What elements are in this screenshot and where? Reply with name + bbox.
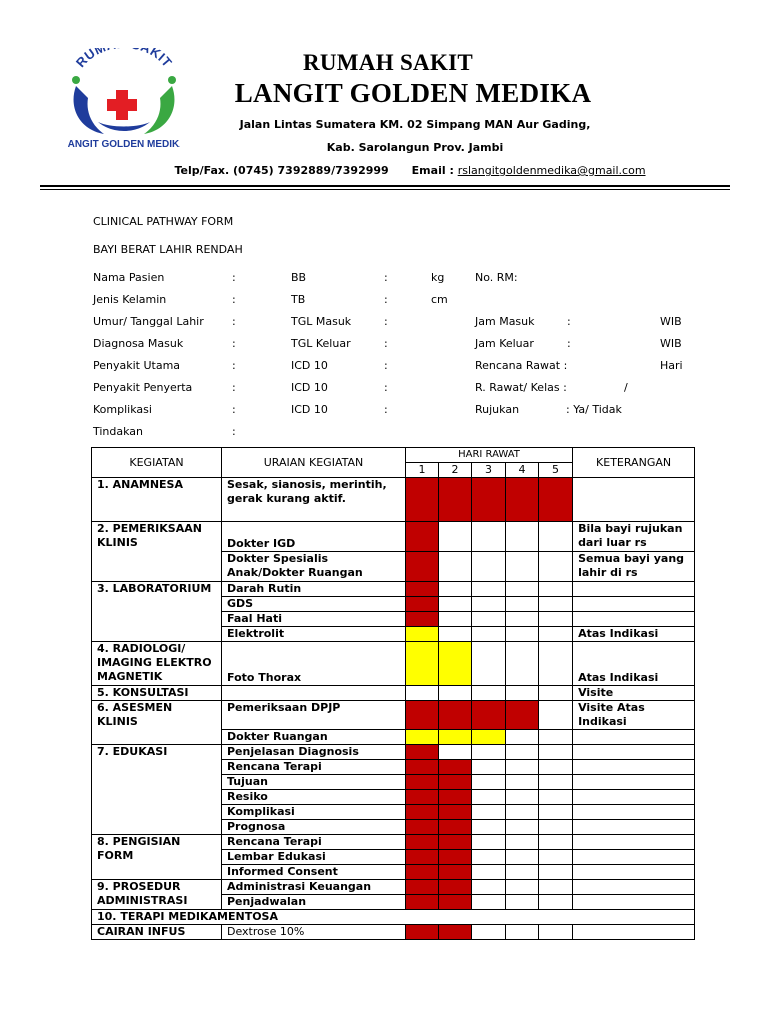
uraian-cell: GDS xyxy=(222,597,406,612)
day-cell xyxy=(506,790,539,805)
day-cell xyxy=(472,642,506,686)
day-cell xyxy=(539,730,573,745)
uraian-cell: Dokter Ruangan xyxy=(222,730,406,745)
label-nama-pasien: Nama Pasien xyxy=(93,271,165,284)
day-cell xyxy=(539,686,573,701)
table-row xyxy=(92,478,695,522)
section-prosedur-administrasi: 9. PROSEDUR ADMINISTRASI xyxy=(92,880,222,910)
keterangan-cell xyxy=(573,730,695,745)
label-tindakan: Tindakan xyxy=(93,425,144,438)
day-cell-red xyxy=(439,790,472,805)
day-cell xyxy=(539,835,573,850)
day-cell xyxy=(539,880,573,895)
day-cell xyxy=(506,612,539,627)
unit-wib: WIB xyxy=(660,315,682,328)
colon: : xyxy=(567,315,571,328)
address-line2: Kab. Sarolangun Prov. Jambi xyxy=(326,141,504,154)
table-row xyxy=(92,686,695,701)
day-cell xyxy=(472,865,506,880)
form-subtitle: BAYI BERAT LAHIR RENDAH xyxy=(93,243,243,256)
day-cell-red xyxy=(406,597,439,612)
keterangan-cell xyxy=(573,850,695,865)
day-cell-red xyxy=(439,760,472,775)
day-cell-red xyxy=(439,701,472,730)
section-pemeriksaan-klinis: 2. PEMERIKSAAN KLINIS xyxy=(92,522,222,582)
keterangan-cell xyxy=(573,582,695,597)
clinical-pathway-table xyxy=(91,447,695,940)
day-cell xyxy=(439,522,472,552)
label-diagnosa: Diagnosa Masuk xyxy=(93,337,184,350)
day-cell xyxy=(539,805,573,820)
label-tgl-masuk: TGL Masuk xyxy=(291,315,352,328)
keterangan-cell xyxy=(573,745,695,760)
keterangan-cell xyxy=(573,805,695,820)
keterangan-cell xyxy=(573,925,695,940)
label-komplikasi: Komplikasi xyxy=(93,403,152,416)
day-cell xyxy=(539,701,573,730)
keterangan-cell xyxy=(573,820,695,835)
day-cell xyxy=(472,790,506,805)
unit-kg: kg xyxy=(431,271,445,284)
day-cell-red xyxy=(439,775,472,790)
day-cell xyxy=(472,775,506,790)
day-cell xyxy=(472,627,506,642)
unit-wib: WIB xyxy=(660,337,682,350)
day-cell-red xyxy=(406,582,439,597)
day-cell xyxy=(539,552,573,582)
day-cell-red xyxy=(439,805,472,820)
day-cell xyxy=(539,865,573,880)
label-bb: BB xyxy=(291,271,307,284)
day-cell xyxy=(472,895,506,910)
day-cell xyxy=(472,805,506,820)
colon: : xyxy=(232,315,236,328)
header-row xyxy=(92,448,695,463)
section-edukasi: 7. EDUKASI xyxy=(92,745,222,835)
hospital-title-line2: LANGIT GOLDEN MEDIKA xyxy=(234,78,592,108)
day-header: 4 xyxy=(506,463,539,478)
table-row xyxy=(92,880,695,895)
day-cell-red xyxy=(406,790,439,805)
day-cell xyxy=(472,686,506,701)
colon: : xyxy=(384,293,388,306)
day-cell xyxy=(472,850,506,865)
day-cell-yellow xyxy=(472,730,506,745)
day-cell xyxy=(539,642,573,686)
day-cell-red xyxy=(406,865,439,880)
email-label: Email : xyxy=(411,164,454,177)
day-cell-red xyxy=(539,478,573,522)
day-cell xyxy=(539,895,573,910)
day-cell-yellow xyxy=(406,730,439,745)
day-cell xyxy=(539,850,573,865)
day-cell-red xyxy=(406,820,439,835)
uraian-cell: Darah Rutin xyxy=(222,582,406,597)
header-kegiatan: KEGIATAN xyxy=(92,448,222,478)
section-asesmen-klinis: 6. ASESMEN KLINIS xyxy=(92,701,222,745)
day-cell xyxy=(539,790,573,805)
day-cell xyxy=(539,745,573,760)
day-cell-yellow xyxy=(406,627,439,642)
day-cell-red xyxy=(439,925,472,940)
day-cell-red xyxy=(439,850,472,865)
day-cell-red xyxy=(439,865,472,880)
uraian-cell: Administrasi Keuangan xyxy=(222,880,406,895)
day-cell xyxy=(539,522,573,552)
uraian-cell: Resiko xyxy=(222,790,406,805)
day-cell xyxy=(472,597,506,612)
day-cell-yellow xyxy=(406,642,439,686)
day-cell-red xyxy=(406,612,439,627)
table-row xyxy=(92,582,695,597)
day-cell-red xyxy=(406,850,439,865)
day-cell-red xyxy=(472,478,506,522)
uraian-cell: Pemeriksaan DPJP xyxy=(222,701,406,730)
day-cell xyxy=(472,820,506,835)
unit-hari: Hari xyxy=(660,359,683,372)
uraian-cell: Rencana Terapi xyxy=(222,835,406,850)
day-cell xyxy=(472,925,506,940)
label-rujukan: Rujukan xyxy=(475,403,520,416)
colon: : xyxy=(232,381,236,394)
day-cell xyxy=(506,582,539,597)
keterangan-cell xyxy=(573,835,695,850)
day-cell-red xyxy=(439,820,472,835)
email-link[interactable]: rslangitgoldenmedika@gmail.com xyxy=(457,164,646,177)
section-cairan-infus: CAIRAN INFUS xyxy=(92,925,222,940)
table-row xyxy=(92,910,695,925)
day-cell xyxy=(506,522,539,552)
hospital-logo xyxy=(68,48,180,156)
table-row xyxy=(92,642,695,686)
uraian-cell: Rencana Terapi xyxy=(222,760,406,775)
uraian-cell: Prognosa xyxy=(222,820,406,835)
day-cell-yellow xyxy=(439,730,472,745)
colon: : xyxy=(232,403,236,416)
uraian-cell: Informed Consent xyxy=(222,865,406,880)
day-cell xyxy=(506,880,539,895)
day-cell xyxy=(506,895,539,910)
day-header: 5 xyxy=(539,463,573,478)
keterangan-cell xyxy=(573,775,695,790)
uraian-cell: Komplikasi xyxy=(222,805,406,820)
colon: : xyxy=(567,337,571,350)
label-tgl-keluar: TGL Keluar xyxy=(291,337,351,350)
hospital-title-line1: RUMAH SAKIT xyxy=(302,50,474,75)
day-cell xyxy=(539,925,573,940)
section-anamnesa: 1. ANAMNESA xyxy=(92,478,222,522)
day-cell xyxy=(439,597,472,612)
uraian-cell: Dextrose 10% xyxy=(222,925,406,940)
day-cell xyxy=(439,745,472,760)
contact-line xyxy=(120,164,700,177)
colon: : xyxy=(232,425,236,438)
uraian-cell: Lembar Edukasi xyxy=(222,850,406,865)
day-header: 2 xyxy=(439,463,472,478)
day-cell-red xyxy=(439,835,472,850)
day-cell xyxy=(506,627,539,642)
day-cell-red xyxy=(406,745,439,760)
table-row xyxy=(92,701,695,730)
day-cell xyxy=(506,850,539,865)
day-cell-red xyxy=(506,701,539,730)
keterangan-cell: Visite Atas Indikasi xyxy=(573,701,695,730)
label-jam-keluar: Jam Keluar xyxy=(475,337,534,350)
colon: : xyxy=(384,403,388,416)
day-cell-red xyxy=(406,805,439,820)
day-cell xyxy=(539,627,573,642)
day-cell xyxy=(472,612,506,627)
label-rencana-rawat: Rencana Rawat : xyxy=(475,359,568,372)
keterangan-cell xyxy=(573,880,695,895)
uraian-cell: Tujuan xyxy=(222,775,406,790)
keterangan-cell: Atas Indikasi xyxy=(573,627,695,642)
uraian-cell: Dokter IGD xyxy=(222,522,406,552)
day-cell-red xyxy=(406,701,439,730)
colon: : xyxy=(232,271,236,284)
keterangan-cell xyxy=(573,790,695,805)
day-cell xyxy=(506,925,539,940)
section-laboratorium: 3. LABORATORIUM xyxy=(92,582,222,642)
day-cell xyxy=(506,835,539,850)
unit-cm: cm xyxy=(431,293,448,306)
day-cell xyxy=(506,805,539,820)
rujukan-value: : Ya/ Tidak xyxy=(566,403,622,416)
day-cell-red xyxy=(406,775,439,790)
phone-text: Telp/Fax. (0745) 7392889/7392999 xyxy=(174,164,389,177)
table-row xyxy=(92,925,695,940)
day-cell-red xyxy=(439,895,472,910)
svg-text:RUMAH SAKIT: RUM KIT xyxy=(72,48,176,71)
uraian-cell: Elektrolit xyxy=(222,627,406,642)
day-cell xyxy=(539,582,573,597)
label-penyakit-penyerta: Penyakit Penyerta xyxy=(93,381,193,394)
day-cell xyxy=(539,820,573,835)
colon: : xyxy=(232,337,236,350)
day-cell xyxy=(539,597,573,612)
label-jenis-kelamin: Jenis Kelamin xyxy=(93,293,167,306)
header-keterangan: KETERANGAN xyxy=(573,448,695,478)
uraian-cell xyxy=(222,686,406,701)
colon: : xyxy=(384,271,388,284)
label-icd-penyerta: ICD 10 xyxy=(291,381,328,394)
day-cell xyxy=(439,582,472,597)
label-tb: TB xyxy=(291,293,306,306)
day-cell-red xyxy=(406,478,439,522)
day-cell xyxy=(472,760,506,775)
form-title: CLINICAL PATHWAY FORM xyxy=(93,215,234,228)
day-cell xyxy=(472,582,506,597)
colon: : xyxy=(384,381,388,394)
day-cell xyxy=(539,775,573,790)
day-cell xyxy=(506,820,539,835)
day-cell xyxy=(506,760,539,775)
day-cell-red xyxy=(406,760,439,775)
header-uraian: URAIAN KEGIATAN xyxy=(222,448,406,478)
label-jam-masuk: Jam Masuk xyxy=(475,315,535,328)
day-cell xyxy=(439,612,472,627)
address-line1: Jalan Lintas Sumatera KM. 02 Simpang MAN Aur Gading, xyxy=(239,118,591,131)
keterangan-cell: Bila bayi rujukan dari luar rs xyxy=(573,522,695,552)
day-cell xyxy=(439,686,472,701)
day-cell-red xyxy=(472,701,506,730)
keterangan-cell xyxy=(573,612,695,627)
colon: : xyxy=(384,315,388,328)
header-hari-rawat: HARI RAWAT xyxy=(406,448,573,463)
keterangan-cell xyxy=(573,895,695,910)
day-cell xyxy=(506,730,539,745)
day-cell xyxy=(506,597,539,612)
colon: : xyxy=(232,293,236,306)
day-cell xyxy=(406,686,439,701)
uraian-cell: Faal Hati xyxy=(222,612,406,627)
label-umur: Umur/ Tanggal Lahir xyxy=(93,315,204,328)
day-cell xyxy=(472,745,506,760)
uraian-cell: Penjadwalan xyxy=(222,895,406,910)
table-row xyxy=(92,835,695,850)
day-header: 1 xyxy=(406,463,439,478)
day-cell-red xyxy=(439,880,472,895)
colon: : xyxy=(384,337,388,350)
kelas-slash: / xyxy=(624,381,628,394)
day-cell-red xyxy=(406,925,439,940)
svg-text:LANGIT GOLDEN MEDIKA: ANGIT GOLDEN MEDIK xyxy=(68,139,180,150)
header-divider-thin xyxy=(40,189,730,190)
day-cell xyxy=(472,522,506,552)
label-no-rm: No. RM: xyxy=(475,271,518,284)
day-cell-red xyxy=(406,522,439,552)
day-cell xyxy=(506,745,539,760)
uraian-cell: Dokter Spesialis Anak/Dokter Ruangan xyxy=(222,552,406,582)
section-terapi-medikamentosa: 10. TERAPI MEDIKAMENTOSA xyxy=(92,910,695,925)
day-cell-red xyxy=(406,880,439,895)
label-icd-utama: ICD 10 xyxy=(291,359,328,372)
day-cell-red xyxy=(406,835,439,850)
table-row xyxy=(92,745,695,760)
keterangan-cell xyxy=(573,597,695,612)
keterangan-cell xyxy=(573,865,695,880)
day-cell xyxy=(506,642,539,686)
day-cell-red xyxy=(506,478,539,522)
day-cell-yellow xyxy=(439,642,472,686)
day-cell xyxy=(472,552,506,582)
day-cell xyxy=(506,552,539,582)
day-cell xyxy=(472,880,506,895)
day-cell xyxy=(472,835,506,850)
section-radiologi: 4. RADIOLOGI/ IMAGING ELEKTRO MAGNETIK xyxy=(92,642,222,686)
day-header: 3 xyxy=(472,463,506,478)
day-cell xyxy=(506,686,539,701)
day-cell-red xyxy=(406,552,439,582)
table-row xyxy=(92,522,695,552)
label-penyakit-utama: Penyakit Utama xyxy=(93,359,181,372)
day-cell xyxy=(506,865,539,880)
day-cell xyxy=(439,552,472,582)
day-cell xyxy=(439,627,472,642)
keterangan-cell: Visite xyxy=(573,686,695,701)
uraian-cell: Penjelasan Diagnosis xyxy=(222,745,406,760)
section-konsultasi: 5. KONSULTASI xyxy=(92,686,222,701)
day-cell-red xyxy=(406,895,439,910)
keterangan-cell: Atas Indikasi xyxy=(573,642,695,686)
uraian-cell: Foto Thorax xyxy=(222,642,406,686)
keterangan-cell: Semua bayi yang lahir di rs xyxy=(573,552,695,582)
day-cell xyxy=(539,760,573,775)
section-pengisian-form: 8. PENGISIAN FORM xyxy=(92,835,222,880)
day-cell xyxy=(506,775,539,790)
day-cell xyxy=(539,612,573,627)
label-ruang-rawat: R. Rawat/ Kelas : xyxy=(475,381,567,394)
day-cell-red xyxy=(439,478,472,522)
keterangan-cell xyxy=(573,760,695,775)
uraian-cell: Sesak, sianosis, merintih, gerak kurang aktif. xyxy=(222,478,406,522)
keterangan-cell xyxy=(573,478,695,522)
colon: : xyxy=(384,359,388,372)
label-icd-komplikasi: ICD 10 xyxy=(291,403,328,416)
header-divider xyxy=(40,185,730,187)
colon: : xyxy=(232,359,236,372)
